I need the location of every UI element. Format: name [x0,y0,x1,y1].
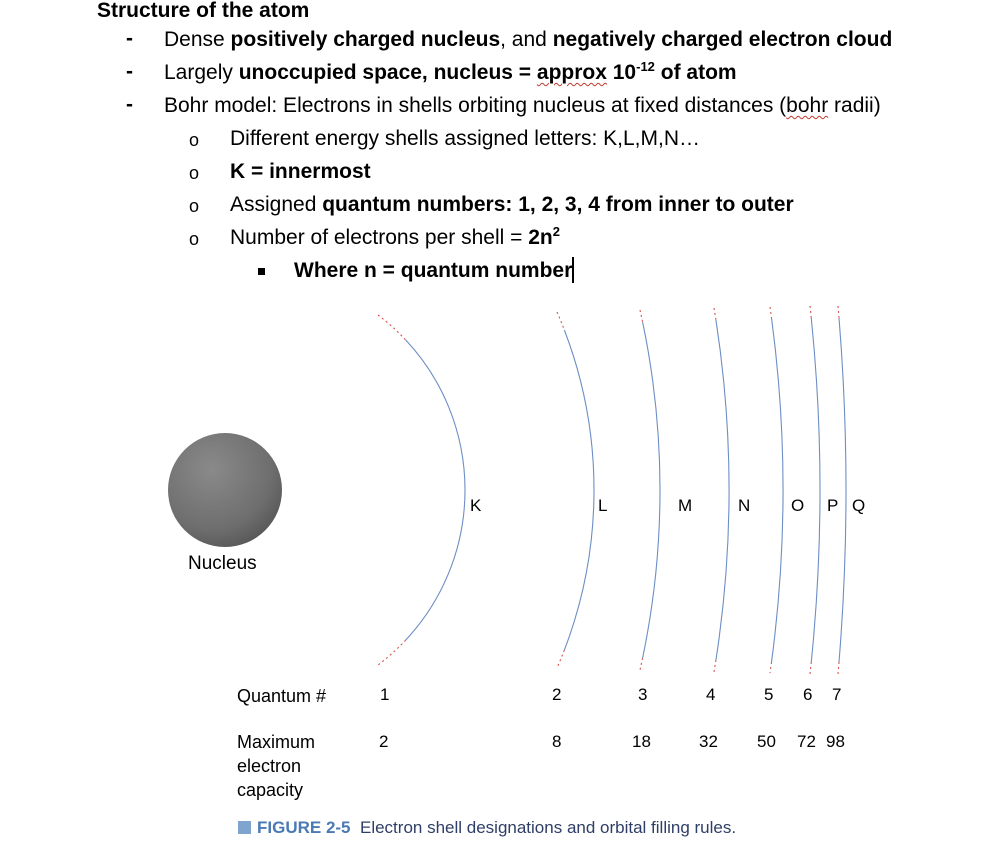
shell-arc [839,318,846,662]
bullet-text: radii) [828,94,881,117]
bullet-bold-text: Where n = quantum number [294,259,573,282]
shell-letter-k: K [470,496,482,515]
shell-arc [811,318,820,662]
quantum-number: 1 [380,685,390,704]
capacity-value: 32 [699,732,718,751]
shell-arc-dashed-top [714,308,716,320]
bullet-bold-text: positively charged nucleus [230,28,501,51]
quantum-number: 6 [803,685,813,704]
spellcheck-word[interactable]: bohr [786,94,829,117]
bullet-bold-text: K = innermost [230,160,371,183]
shell-arc-dashed-top [770,307,772,318]
bullet-bold-text: of atom [654,61,737,84]
shell-arc-dashed-top [378,315,406,340]
capacity-value: 98 [826,732,845,751]
capacity-value: 8 [552,732,562,751]
shell-arc-dashed-bottom [770,662,772,673]
circle-bullet-marker: o [189,196,200,216]
bullet-marker: - [126,93,133,116]
bullet-bold-text: 10 [606,61,637,84]
bullet-text: Number of electrons per shell = [230,226,529,249]
circle-bullet-marker: o [189,163,200,183]
sub-bullet-item: Different energy shells assigned letters: K,L,M,N… [230,127,700,150]
capacity-value: 50 [757,732,776,751]
capacity-value: 18 [632,732,651,751]
capacity-row-label [237,730,315,802]
shell-letter-m: M [678,496,693,515]
bullet-bold-text: negatively charged electron cloud [552,28,893,51]
nucleus-label: Nucleus [188,553,257,574]
shell-arc-dashed-bottom [714,660,716,672]
notes-title: Structure of the atom [97,0,310,22]
quantum-number: 7 [832,685,842,704]
shell-arc-dashed-bottom [838,662,839,674]
shell-arc-dashed-top [640,310,643,322]
shell-arc [406,340,465,640]
bullet-text: Bohr model: Electrons in shells orbiting nucleus at fixed distances ( [164,94,787,117]
quantum-number: 5 [764,685,774,704]
shell-arc-dashed-bottom [640,658,643,670]
capacity-label-line: Maximum [237,732,316,752]
capacity-value: 2 [379,732,389,751]
shell-letter-p: P [827,496,839,515]
bullet-text: Assigned [230,193,323,216]
bullet-text: Largely [164,61,239,84]
spellcheck-word[interactable]: approx [536,61,607,84]
exponent: -12 [636,59,655,74]
caption-square-icon [238,821,251,834]
quantum-number: 4 [706,685,716,704]
shell-arc [643,322,660,658]
shell-arc-dashed-bottom [378,640,406,665]
circle-bullet-marker: o [189,229,200,249]
capacity-value: 72 [797,732,816,751]
capacity-label-line: capacity [237,780,304,800]
bullet-text: Dense [164,28,231,51]
shell-letter-l: L [598,496,608,515]
quantum-number: 3 [638,685,648,704]
bullet-bold-text: quantum numbers: 1, 2, 3, 4 from inner to outer [322,193,794,216]
circle-bullet-marker: o [189,130,200,150]
quantum-number: 2 [552,685,562,704]
shell-arc-dashed-bottom [810,662,811,674]
shell-arc [772,318,783,662]
shell-arc-dashed-top [838,306,839,318]
exponent: 2 [552,224,560,239]
shell-arc-dashed-top [557,312,564,330]
bullet-text: , and [500,28,553,51]
shell-letter-n: N [738,496,751,515]
capacity-label-line: electron [237,756,302,776]
bullet-bold-text: unoccupied space, nucleus = [238,61,537,84]
shell-arcs [378,306,846,674]
nucleus-sphere [168,433,282,547]
quantum-row-label: Quantum # [237,686,327,706]
figure-caption [238,818,736,838]
bullet-marker: - [126,60,133,83]
shell-arc [564,330,594,650]
shell-letter-o: O [791,496,805,515]
shell-arc-dashed-bottom [557,650,564,668]
bullet-bold-text: 2n [528,226,553,249]
shell-arc-dashed-top [810,306,811,318]
shell-arc [716,320,729,660]
caption-figure-number: FIGURE 2-5 [257,818,351,837]
caption-text: Electron shell designations and orbital filling rules. [359,818,737,837]
shell-letter-q: Q [852,496,866,515]
bullet-marker: - [126,27,133,50]
